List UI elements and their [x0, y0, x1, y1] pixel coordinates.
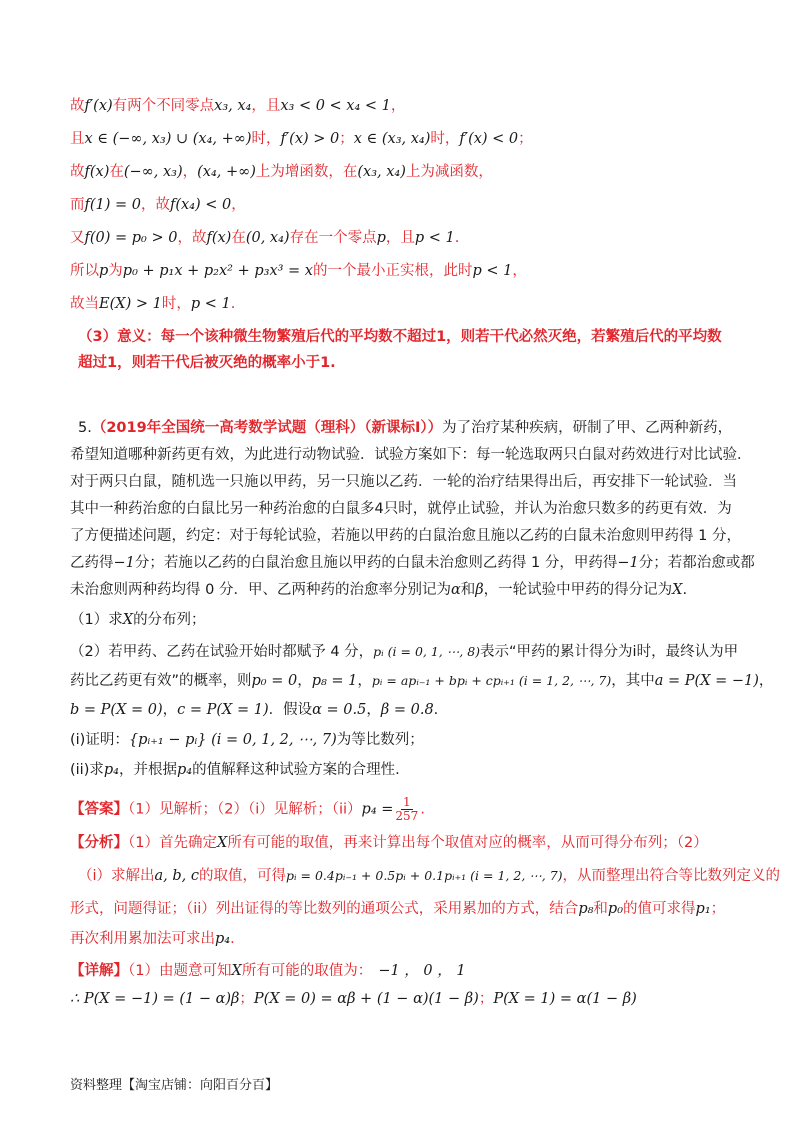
analysis-line-2: （i）求解出a, b, c的取值，可得pᵢ = 0.4pᵢ₋₁ + 0.5pᵢ + 0.1pᵢ₊₁ (i = 1, 2, ⋯, 7)，从而整理出符合等比数列定义的 — [78, 868, 781, 884]
analysis-line-3: 形式，问题得证；（ii）列出证得的等比数列的通项公式，采用累加的方式，结合p₈和p₀的值可求得p₁； — [70, 901, 726, 917]
q5-stem-line-4: 了方便描述问题，约定：对于每轮试验，若施以甲药的白鼠治愈且施以乙药的白鼠未治愈则甲药得 1 分， — [70, 528, 741, 544]
q5-stem-line-3: 其中一种药治愈的白鼠比另一种药治愈的白鼠多4只时，就停止试验，并认为治愈只数多的药更有效．为 — [70, 501, 732, 517]
q5-part-1: （1）求X的分布列； — [70, 612, 206, 628]
q5-first-line: 5.（2019年全国统一高考数学试题（理科）（新课标Ⅰ））为了治疗某种疾病，研制了甲、乙两种新药， — [78, 420, 733, 436]
q5-stem-line-1: 希望知道哪种新药更有效，为此进行动物试验．试验方案如下：每一轮选取两只白鼠对药效进行对比试验． — [70, 447, 752, 463]
detail-line-2: ∴ P(X = −1) = (1 − α)β；P(X = 0) = αβ + (1 − α)(1 − β)；P(X = 1) = α(1 − β) — [70, 991, 637, 1007]
q5-part-2-line-1: （2）若甲药、乙药在试验开始时都赋予 4 分，pᵢ (i = 0, 1, ⋯, 8)表示“甲药的累计得分为i时，最终认为甲 — [70, 644, 739, 660]
proof-line-6: 所以p为p₀ + p₁x + p₂x² + p₃x³ = x的一个最小正实根，此时p < 1， — [70, 263, 527, 279]
q5-sub-i: (i)证明：{pᵢ₊₁ − pᵢ} (i = 0, 1, 2, ⋯, 7)为等比数列； — [70, 732, 424, 748]
proof-line-4: 而f(1) = 0，故f(x₄) < 0， — [70, 197, 246, 213]
q5-stem-line-5: 乙药得−1分；若施以乙药的白鼠治愈且施以甲药的白鼠未治愈则乙药得 1 分，甲药得−1分；若都治愈或都 — [70, 555, 755, 571]
analysis-line-1: 【分析】（1）首先确定X所有可能的取值，再来计算出每个取值对应的概率，从而可得分布列；（2） — [70, 835, 708, 851]
q5-source: （2019年全国统一高考数学试题（理科）（新课标Ⅰ）） — [91, 420, 443, 436]
answer-fraction: $\frac{1}{257}$ — [395, 795, 419, 823]
detail-line-1: 【详解】（1）由题意可知X所有可能的取值为： −1 ， 0 ， 1 — [70, 963, 466, 979]
q5-stem-line-6: 未治愈则两种药均得 0 分．甲、乙两种药的治愈率分别记为α和β，一轮试验中甲药的得分记为X. — [70, 582, 688, 598]
proof-line-7: 故当E(X) > 1时，p < 1. — [70, 296, 236, 312]
proof-line-2: 且x ∈ (−∞, x₃) ∪ (x₄, +∞)时，f′(x) > 0；x ∈ (x₃, x₄)时，f′(x) < 0； — [70, 131, 533, 147]
analysis-line-4: 再次利用累加法可求出p₄. — [70, 931, 235, 947]
proof-line-1: 故f′(x)有两个不同零点x₃, x₄，且x₃ < 0 < x₄ < 1， — [70, 98, 406, 114]
q5-part-2-line-3: b = P(X = 0)，c = P(X = 1)．假设α = 0.5，β = 0.8. — [70, 702, 439, 718]
document-body — [70, 92, 781, 1007]
q5-sub-ii: (ii)求p₄，并根据p₄的值解释这种试验方案的合理性. — [70, 762, 400, 778]
meaning-paragraph: （3）意义：每一个该种微生物繁殖后代的平均数不超过1，则若干代必然灭绝，若繁殖后代的平均数超过1，则若干代后被灭绝的概率小于1. — [78, 329, 722, 371]
q5-stem-line-2: 对于两只白鼠，随机选一只施以甲药，另一只施以乙药．一轮的治疗结果得出后，再安排下一轮试验．当 — [70, 474, 737, 490]
answer-line: 【答案】（1）见解析；（2）（i）见解析；（ii）p₄ = $\frac{1}{257}$ . — [70, 795, 425, 823]
q5-part-2-line-2: 药比乙药更有效”的概率，则p₀ = 0，p₈ = 1，pᵢ = apᵢ₋₁ + bpᵢ + cpᵢ₊₁ (i = 1, 2, ⋯, 7)，其中a = P(X = −1)， — [70, 673, 774, 689]
question-5 — [70, 418, 781, 1007]
page-footer: 资料整理【淘宝店铺：向阳百分百】 — [70, 1078, 279, 1093]
proof-line-5: 又f(0) = p₀ > 0，故f(x)在(0, x₄)存在一个零点p，且p < 1. — [70, 230, 460, 246]
proof-line-3: 故f(x)在(−∞, x₃)，(x₄, +∞)上为增函数，在(x₃, x₄)上为减函数， — [70, 164, 493, 180]
